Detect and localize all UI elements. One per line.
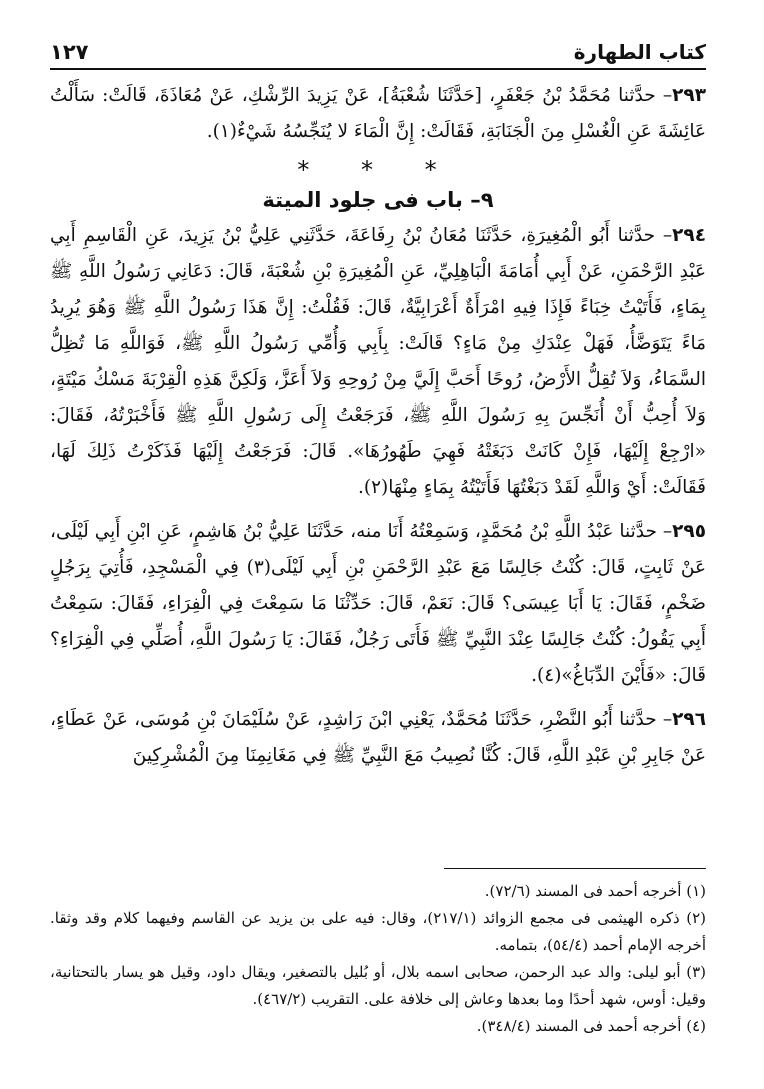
hadith-296: [50, 702, 706, 774]
hadith-294: [50, 218, 706, 506]
footnote: (١) أخرجه أحمد فى المسند (٧٢/٦).: [484, 882, 706, 900]
hadith-number: ٢٩٥: [672, 521, 706, 542]
hadith-293: [50, 78, 706, 150]
hadith-text: – حدَّثنا عَبْدُ اللَّهِ بْنُ مُحَمَّدٍ، وَسَمِعْتُهُ أَنَا منه، حَدَّثَنَا عَلِيُّ بْنُ هَاشِمٍ، عَنِ ابْنِ أَبِي لَيْلَى، عَنْ ثَابِتٍ، قَالَ: كُنْتُ جَالِسًا مَعَ عَبْدِ الرَّحْمَنِ بْنِ أَبِي لَيْلَى(٣) فِي الْمَسْجِدِ، فَأُتِيَ بِرَجُلٍ ضَخْمٍ، فَقَالَ: يَا أَبَا عِيسَى؟ قَالَ: نَعَمْ، قَالَ: حَدِّثْنَا مَا سَمِعْتَ فِي الْفِرَاءِ، فَقَالَ: سَمِعْتُ أَبِي يَقُولُ: كُنْتُ جَالِسًا عِنْدَ النَّبِيِّ ﷺ فَأَتَى رَجُلٌ، فَقَالَ: يَا رَسُولَ اللَّهِ، أُصَلِّي فِي الْفِرَاءِ؟ قَالَ: «فَأَيْنَ الدِّبَاغُ»(٤).: [50, 521, 706, 686]
footnote: (٣) أبو ليلى: والد عبد الرحمن، صحابى اسمه بلال، أو بُليل بالتصغير، ويقال داود، وقيل هو يسار بالتحتانية، وقيل: أوس، شهد أحدًا وما بعدها وعاش إلى خلافة على. التقريب (٤٦٧/٢).: [50, 963, 706, 1008]
footnote-divider: [444, 868, 706, 869]
footnote: (٤) أخرجه أحمد فى المسند (٣٤٨/٤).: [476, 1017, 706, 1035]
section-separator: * * *: [297, 156, 459, 184]
footnote: (٢) ذكره الهيثمى فى مجمع الزوائد (٢١٧/١)، وقال: فيه على بن يزيد عن القاسم وفيهما كلام وقد وثقا. أخرجه الإمام أحمد (٥٤/٤)، بتمامه.: [50, 909, 706, 954]
hadith-number: ٢٩٣: [672, 85, 706, 106]
hadith-text: – حدَّثنا أَبُو الْمُغِيرَةِ، حَدَّثَنَا مُعَانُ بْنُ رِفَاعَةَ، حَدَّثَنِي عَلِيُّ بْنُ يَزِيدَ، عَنِ الْقَاسِمِ أَبِي عَبْدِ الرَّحْمَنِ، عَنْ أَبِي أُمَامَةَ الْبَاهِلِيِّ، عَنِ الْمُغِيرَةِ بْنِ شُعْبَةَ، قَالَ: دَعَانِي رَسُولُ اللَّهِ ﷺ بِمَاءٍ، فَأَتَيْتُ خِبَاءً فَإِذَا فِيهِ امْرَأَةٌ أَعْرَابِيَّةٌ، قَالَ: فَقُلْتُ: إِنَّ هَذَا رَسُولُ اللَّهِ ﷺ وَهُوَ يُرِيدُ مَاءً يَتَوَضَّأُ، فَهَلْ عِنْدَكِ مِنْ مَاءٍ؟ قَالَتْ: بِأَبِي وَأُمِّي رَسُولُ اللَّهِ ﷺ، فَوَاللَّهِ مَا تُظِلُّ السَّمَاءُ، وَلاَ تُقِلُّ الأَرْضُ، رُوحًا أَحَبَّ إِلَيَّ مِنْ رُوحِهِ وَلاَ أَعَزَّ، وَلَكِنَّ هَذِهِ الْقِرْبَةَ مَسْكُ مَيْتَةٍ، وَلاَ أُحِبُّ أَنْ أُنَجِّسَ بِهِ رَسُولَ اللَّهِ ﷺ، فَرَجَعْتُ إِلَى رَسُولِ اللَّهِ ﷺ فَأَخْبَرْتُهُ، فَقَالَ: «ارْجِعْ إِلَيْهَا، فَإِنْ كَانَتْ دَبَغَتْهُ فَهِيَ طَهُورُهَا». قَالَ: فَرَجَعْتُ إِلَيْهَا فَذَكَرْتُ ذَلِكَ لَهَا، فَقَالَتْ: أَيْ وَاللَّهِ لَقَدْ دَبَغْتُهَا فَأَتَيْتُهُ بِمَاءٍ مِنْهَا(٢).: [50, 225, 706, 498]
header-rule: [50, 68, 706, 70]
footnotes: [50, 878, 706, 1040]
hadith-number: ٢٩٦: [672, 709, 706, 730]
hadith-number: ٢٩٤: [672, 225, 706, 246]
page-header: [50, 30, 706, 64]
hadith-text: – حدَّثنا مُحَمَّدُ بْنُ جَعْفَرٍ، [حَدَّثَنَا شُعْبَةُ]، عَنْ يَزِيدَ الرِّشْكِ، عَنْ مُعَاذَةَ، قَالَتْ: سَأَلْتُ عَائِشَةَ عَنِ الْغُسْلِ مِنَ الْجَنَابَةِ، فَقَالَتْ: إِنَّ الْمَاءَ لا يُنَجِّسُهُ شَيْءٌ(١).: [50, 85, 706, 142]
hadith-text: – حدَّثنا أَبُو النَّضْرِ، حَدَّثَنَا مُحَمَّدٌ، يَعْنِي ابْنَ رَاشِدٍ، عَنْ سُلَيْمَانَ بْنِ مُوسَى، عَنْ عَطَاءٍ، عَنْ جَابِرِ بْنِ عَبْدِ اللَّهِ، قَالَ: كُنَّا نُصِيبُ مَعَ النَّبِيِّ ﷺ فِي مَغَانِمِنَا مِنَ الْمُشْرِكِينَ: [50, 709, 706, 766]
page-number: ١٢٧: [50, 40, 89, 64]
chapter-title: ٩– باب فى جلود الميتة: [262, 188, 494, 212]
running-title: كتاب الطهارة: [573, 40, 706, 64]
hadith-295: [50, 514, 706, 694]
